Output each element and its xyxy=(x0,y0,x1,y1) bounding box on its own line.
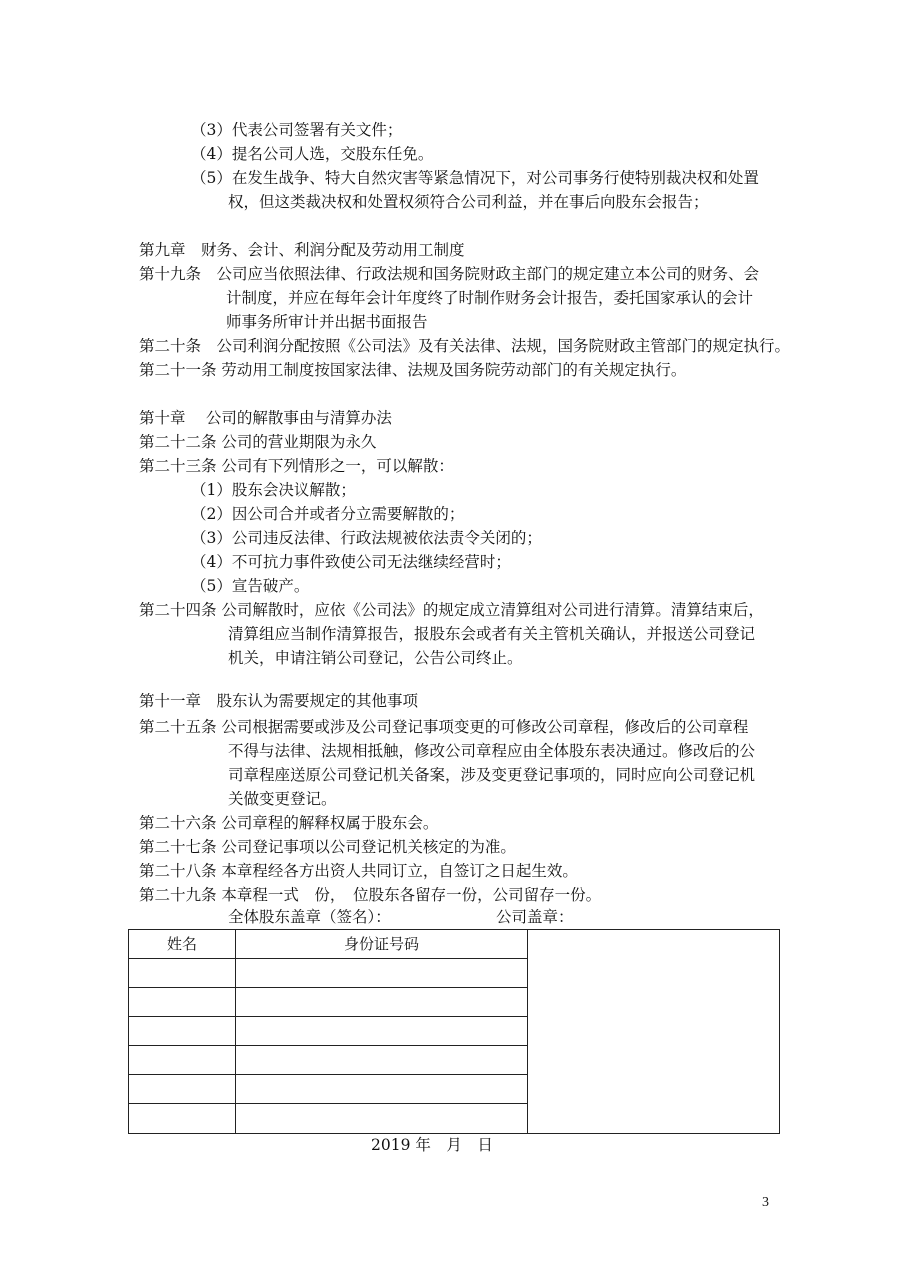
shareholders-seal-label: 全体股东盖章（签名）： xyxy=(228,908,391,926)
company-seal-box xyxy=(528,930,780,1134)
article-19-cont-1: 计制度，并应在每年会计年度终了时制作财务会计报告，委托国家承认的会计 xyxy=(226,289,754,307)
article-25-cont-2: 司章程座送原公司登记机关备案，涉及变更登记事项的，同时应向公司登记机 xyxy=(228,766,756,784)
signature-table xyxy=(128,929,780,1134)
article-25: 第二十五条 公司根据需要或涉及公司登记事项变更的可修改公司章程，修改后的公司章程 xyxy=(139,718,749,736)
article-24-cont-1: 清算组应当制作清算报告，报股东会或者有关主管机关确认，并报送公司登记 xyxy=(228,625,756,643)
dissolution-item-2: （2）因公司合并或者分立需要解散的； xyxy=(191,505,465,523)
article-24: 第二十四条 公司解散时，应依《公司法》的规定成立清算组对公司进行清算。清算结束后， xyxy=(139,601,764,619)
item-5: （5）在发生战争、特大自然灾害等紧急情况下，对公司事务行使特别裁决权和处置 xyxy=(191,169,759,187)
item-3: （3）代表公司签署有关文件； xyxy=(191,121,403,139)
page-number: 3 xyxy=(762,1195,769,1210)
name-cell xyxy=(129,1017,236,1046)
article-25-cont-1: 不得与法律、法规相抵触，修改公司章程应由全体股东表决通过。修改后的公 xyxy=(228,742,756,760)
id-cell xyxy=(236,959,528,988)
id-cell xyxy=(236,1046,528,1075)
chapter-9-title: 第九章 财务、会计、利润分配及劳动用工制度 xyxy=(139,241,465,259)
article-20: 第二十条 公司利润分配按照《公司法》及有关法律、法规，国务院财政主管部门的规定执行。 xyxy=(139,337,791,355)
article-29: 第二十九条 本章程一式 份， 位股东各留存一份，公司留存一份。 xyxy=(139,886,602,904)
article-21: 第二十一条 劳动用工制度按国家法律、法规及国务院劳动部门的有关规定执行。 xyxy=(139,361,687,379)
name-cell xyxy=(129,988,236,1017)
id-cell xyxy=(236,1075,528,1104)
article-25-cont-3: 关做变更登记。 xyxy=(228,790,337,808)
id-cell xyxy=(236,1017,528,1046)
id-cell xyxy=(236,1104,528,1134)
company-seal-label: 公司盖章： xyxy=(496,908,574,926)
signing-date: 2019 年 月 日 xyxy=(371,1136,493,1154)
item-5-cont: 权，但这类裁决权和处置权须符合公司利益，并在事后向股东会报告； xyxy=(228,193,709,211)
article-23: 第二十三条 公司有下列情形之一，可以解散： xyxy=(139,457,454,475)
dissolution-item-1: （1）股东会决议解散； xyxy=(191,481,356,499)
name-cell xyxy=(129,1046,236,1075)
name-cell xyxy=(129,1075,236,1104)
article-19: 第十九条 公司应当依照法律、行政法规和国务院财政主部门的规定建立本公司的财务、会 xyxy=(139,265,760,283)
dissolution-item-5: （5）宣告破产。 xyxy=(191,577,310,595)
chapter-11-title: 第十一章 股东认为需要规定的其他事项 xyxy=(139,692,419,710)
name-cell xyxy=(129,959,236,988)
dissolution-item-4: （4）不可抗力事件致使公司无法继续经营时； xyxy=(191,553,511,571)
article-27: 第二十七条 公司登记事项以公司登记机关核定的为准。 xyxy=(139,838,516,856)
name-cell xyxy=(129,1104,236,1134)
column-header-id: 身份证号码 xyxy=(236,930,528,959)
chapter-10-title: 第十章 公司的解散事由与清算办法 xyxy=(139,409,392,427)
column-header-name: 姓名 xyxy=(129,930,236,959)
dissolution-item-3: （3）公司违反法律、行政法规被依法责令关闭的； xyxy=(191,529,542,547)
article-24-cont-2: 机关，申请注销公司登记，公告公司终止。 xyxy=(228,649,523,667)
item-4: （4）提名公司人选，交股东任免。 xyxy=(191,145,434,163)
id-cell xyxy=(236,988,528,1017)
article-28: 第二十八条 本章程经各方出资人共同订立，自签订之日起生效。 xyxy=(139,862,578,880)
article-22: 第二十二条 公司的营业期限为永久 xyxy=(139,433,377,451)
article-19-cont-2: 师事务所审计并出据书面报告 xyxy=(226,313,428,331)
article-26: 第二十六条 公司章程的解释权属于股东会。 xyxy=(139,814,439,832)
